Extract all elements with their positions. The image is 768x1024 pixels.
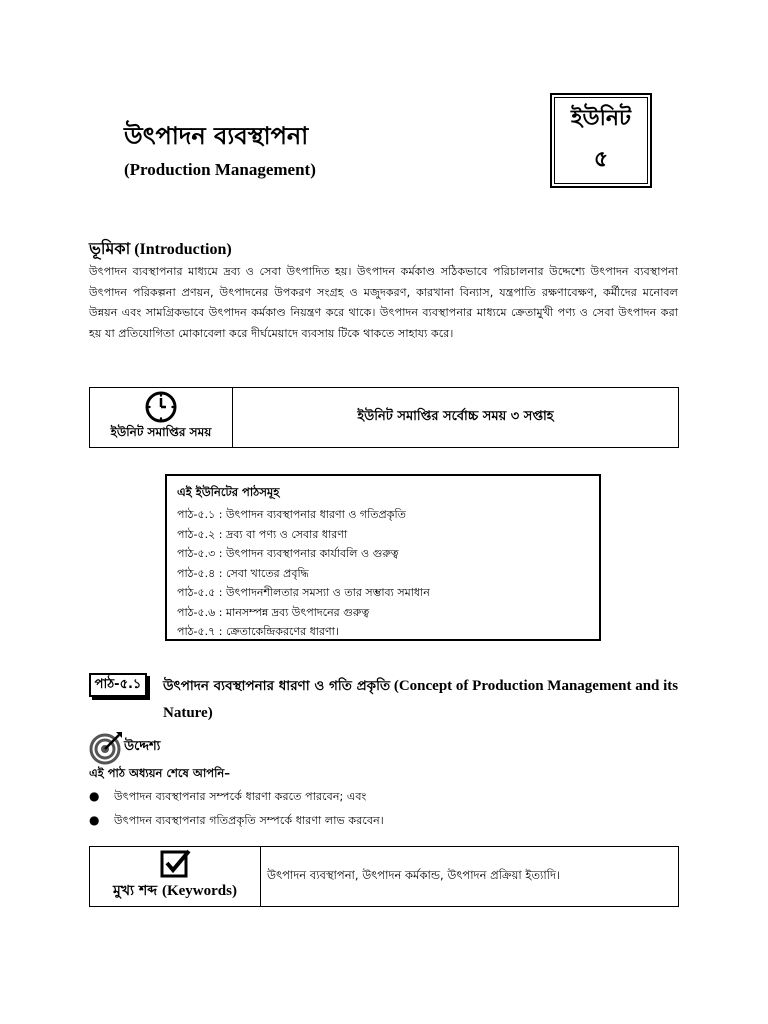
objective-text: উৎপাদন ব্যবস্থাপনার গতিপ্রকৃতি সম্পর্কে ধারণা লাভ করবেন। bbox=[114, 814, 384, 827]
bullet-icon: ● bbox=[89, 813, 100, 827]
lesson-item: পাঠ-৫.১ : উৎপাদন ব্যবস্থাপনার ধারণা ও গতিপ্রকৃতি bbox=[177, 508, 406, 521]
lesson-tag: পাঠ-৫.১ bbox=[89, 673, 147, 697]
lesson-item: পাঠ-৫.৪ : সেবা খাতের প্রবৃদ্ধি bbox=[177, 566, 309, 580]
target-icon bbox=[89, 729, 125, 765]
introduction-heading: ভূমিকা (Introduction) bbox=[89, 241, 232, 258]
lesson-title bbox=[163, 672, 683, 726]
introduction-body: উৎপাদন ব্যবস্থাপনার মাধ্যমে দ্রব্য ও সেবা উৎপাদিত হয়। উৎপাদন কর্মকাণ্ড সঠিকভাবে পরিচালনার উদ্দেশ্যে উৎপাদন ব্যবস্থাপনা উৎপাদন পরিকল্পনা প্রণয়ন, উৎপাদনের উপকরণ সংগ্রহ ও মজুদকরণ, কারখানা বিন্যাস, যন্ত্রপাতি রক্ষণাবেক্ষণ, কর্মীদের মনোবল উন্নয়ন এবং সামগ্রিকভাবে উৎপাদন কর্মকাণ্ড নিয়ন্ত্রণ করে থাকে। উৎপাদন ব্যবস্থাপনার মাধ্যমে ক্রেতামুখী পণ্য ও সেবা উৎপাদন করা হয় যা প্রতিযোগিতা মোকাবেলা করে দীর্ঘমেয়াদে ব্যবসায় টিকে থাকতে সাহায্য করে। bbox=[89, 265, 678, 340]
unit-time-value: ইউনিট সমাপ্তির সর্বোচ্চ সময় ৩ সপ্তাহ bbox=[233, 388, 679, 448]
objectives-heading: উদ্দেশ্য bbox=[124, 739, 161, 754]
keywords-table bbox=[89, 846, 679, 907]
lessons-box bbox=[165, 474, 601, 641]
bullet-icon: ● bbox=[89, 789, 100, 803]
objective-item bbox=[89, 812, 384, 831]
unit-number: ৫ bbox=[593, 147, 609, 172]
unit-box bbox=[550, 93, 652, 188]
unit-time-label-cell bbox=[90, 388, 233, 448]
lesson-item: পাঠ-৫.৩ : উৎপাদন ব্যবস্থাপনার কার্যাবলি ও গুরুত্ব bbox=[177, 547, 399, 560]
checkbox-icon bbox=[158, 849, 192, 879]
page-title: উৎপাদন ব্যবস্থাপনা bbox=[124, 122, 309, 150]
unit-time-label: ইউনিট সমাপ্তির সময় bbox=[110, 425, 212, 439]
page-subtitle: (Production Management) bbox=[124, 160, 316, 179]
keywords-label-en: (Keywords) bbox=[161, 883, 237, 899]
objective-text: উৎপাদন ব্যবস্থাপনার সম্পর্কে ধারণা করতে পারবেন; এবং bbox=[114, 790, 367, 803]
lesson-title-en: (Concept of Production Management and its Nature) bbox=[163, 678, 679, 721]
keywords-label-bn: মুখ্য শব্দ bbox=[113, 883, 158, 899]
lesson-item: পাঠ-৫.৫ : উৎপাদনশীলতার সমস্যা ও তার সম্ভাব্য সমাধান bbox=[177, 586, 430, 599]
keywords-value: উৎপাদন ব্যবস্থাপনা, উৎপাদন কর্মকান্ড, উৎপাদন প্রক্রিয়া ইত্যাদি। bbox=[261, 847, 679, 907]
lesson-item: পাঠ-৫.২ : দ্রব্য বা পণ্য ও সেবার ধারণা bbox=[177, 527, 348, 541]
keywords-label-cell bbox=[90, 847, 261, 907]
lesson-item: পাঠ-৫.৬ : মানসম্পন্ন দ্রব্য উৎপাদনের গুরুত্ব bbox=[177, 605, 370, 619]
unit-label: ইউনিট bbox=[571, 106, 631, 131]
lesson-item: পাঠ-৫.৭ : ক্রেতাকেন্দ্রিকরণের ধারণা। bbox=[177, 625, 339, 638]
lessons-heading: এই ইউনিটের পাঠসমূহ bbox=[177, 485, 280, 499]
unit-time-table bbox=[89, 387, 679, 448]
lesson-title-bn: উৎপাদন ব্যবস্থাপনার ধারণা ও গতি প্রকৃতি bbox=[163, 678, 391, 694]
objectives-intro: এই পাঠ অধ্যয়ন শেষে আপনি– bbox=[89, 766, 230, 780]
keywords-label bbox=[90, 879, 260, 906]
clock-icon bbox=[144, 390, 178, 424]
objective-item bbox=[89, 788, 366, 807]
